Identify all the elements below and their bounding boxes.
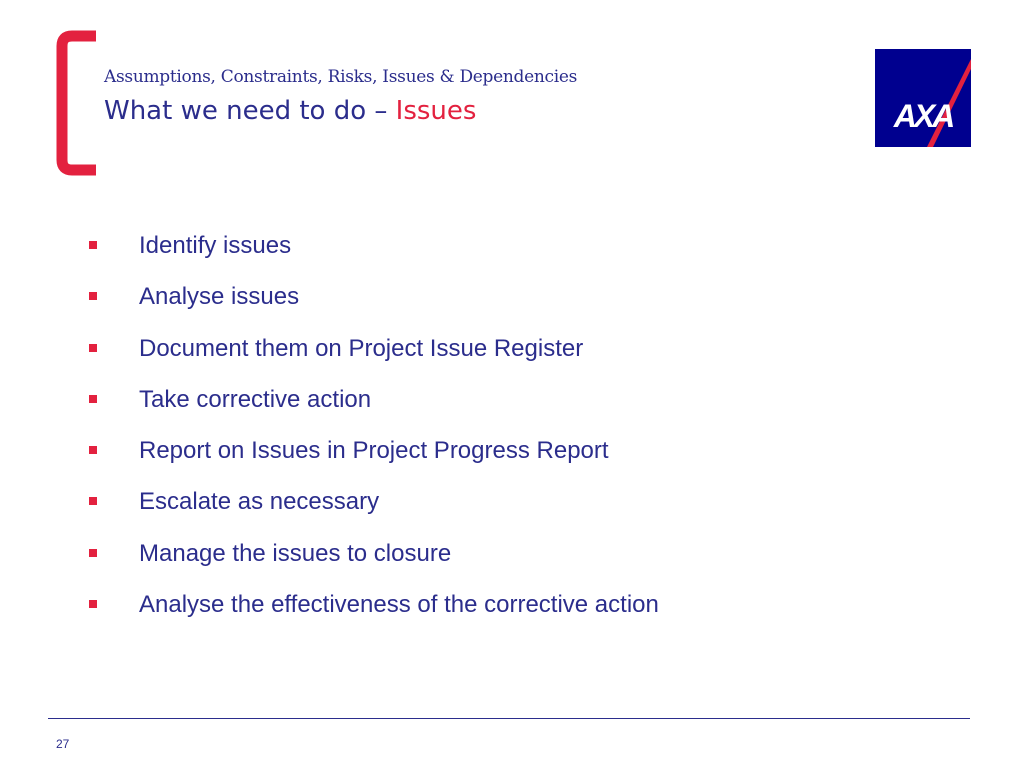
slide-title <box>104 94 577 128</box>
bullet-square-icon <box>89 395 97 403</box>
red-bracket-decoration <box>56 30 100 176</box>
bullet-square-icon <box>89 497 97 505</box>
slide-header <box>104 64 577 128</box>
slide-subtitle: Assumptions, Constraints, Risks, Issues & Dependencies <box>104 67 578 87</box>
bullet-square-icon <box>89 292 97 300</box>
page-number: 27 <box>56 737 70 751</box>
axa-logo-wordmark: AXA <box>893 98 953 134</box>
axa-logo <box>875 49 971 147</box>
bullet-square-icon <box>89 549 97 557</box>
list-item-text: Document them on Project Issue Register <box>139 334 584 362</box>
list-item-text: Manage the issues to closure <box>139 539 452 567</box>
title-prefix: What we need to do – <box>104 96 396 126</box>
list-item-text: Identify issues <box>139 232 292 259</box>
bullet-square-icon <box>89 241 97 249</box>
bullet-square-icon <box>89 344 97 352</box>
bullet-square-icon <box>89 446 97 454</box>
list-item-text: Escalate as necessary <box>139 488 380 516</box>
title-highlight: Issues <box>395 96 477 126</box>
list-item-text: Analyse the effectiveness of the corrective action <box>139 591 659 619</box>
list-item-text: Analyse issues <box>139 283 300 311</box>
bullet-square-icon <box>89 600 97 608</box>
footer-divider <box>48 718 970 719</box>
list-item-text: Report on Issues in Project Progress Report <box>139 437 609 465</box>
list-item-text: Take corrective action <box>139 385 372 413</box>
